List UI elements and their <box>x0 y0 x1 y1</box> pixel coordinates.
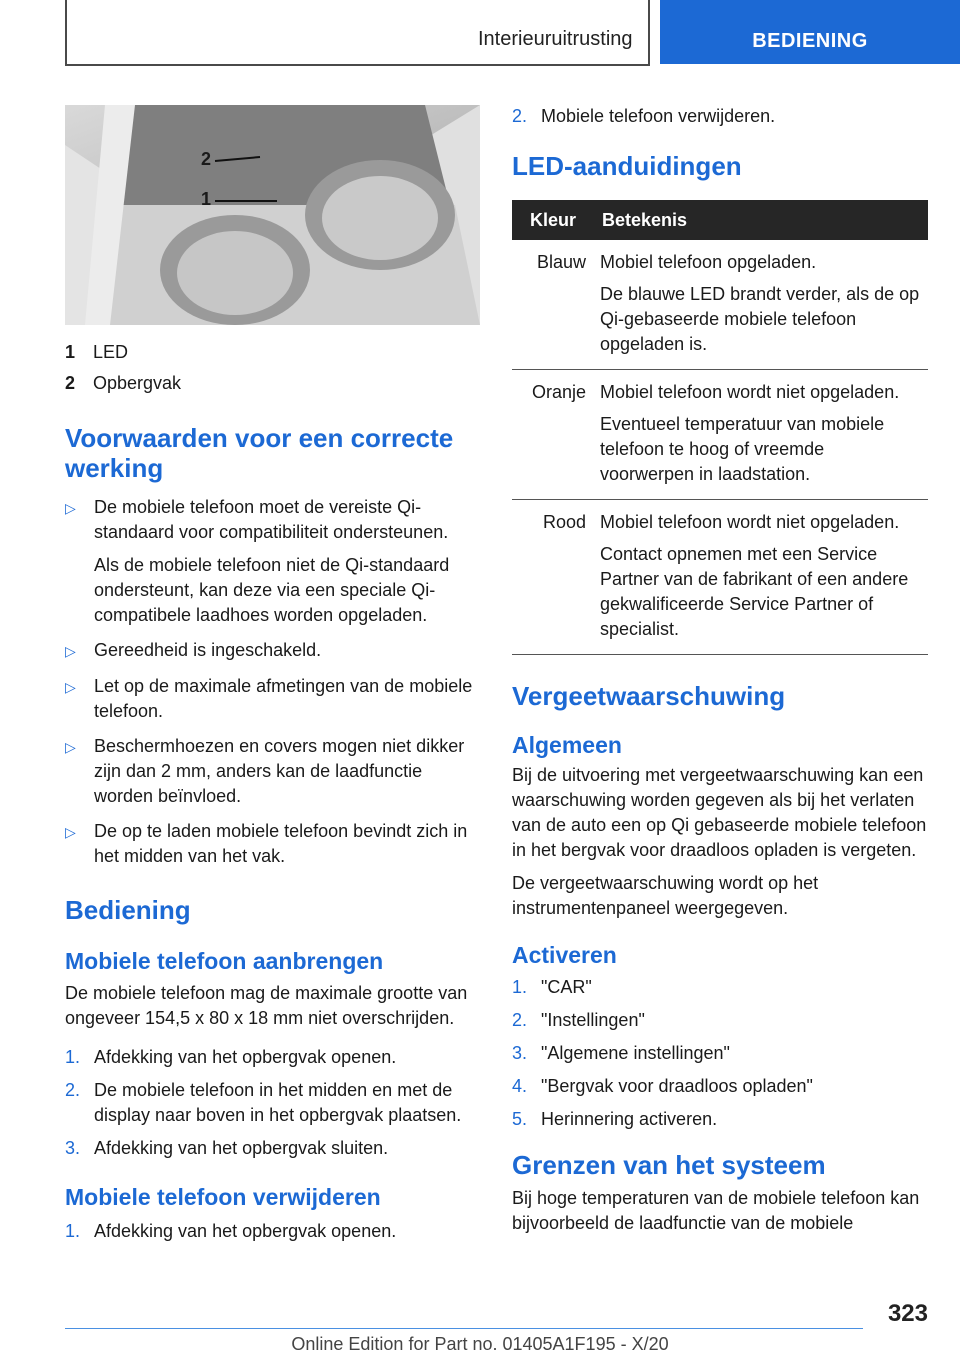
bullet-text: De mobiele telefoon moet de vereiste Qi-standaard voor compatibiliteit ondersteunen. <box>94 497 449 542</box>
heading-conditions: Voorwaarden voor een correcte werking <box>65 423 454 483</box>
list-item <box>65 819 480 869</box>
led-meaning: Mobiel telefoon wordt niet opgeladen. <box>600 382 900 402</box>
step-text: Afdekking van het opbergvak sluiten. <box>94 1138 389 1158</box>
step-text: Mobiele telefoon verwijderen. <box>541 106 776 126</box>
bullet-text: Let op de maximale afmetingen van de mobiele telefoon. <box>94 676 473 721</box>
bullet-subtext: Als de mobiele telefoon niet de Qi-standaard ondersteunt, kan deze via een speciale Qi-compatibele laadhoes worden opgeladen. <box>94 555 450 625</box>
bullet-text: De op te laden mobiele telefoon bevindt zich in het midden van het vak. <box>94 821 468 866</box>
list-item <box>512 1074 928 1099</box>
led-detail: Contact opnemen met een Service Partner van de fabrikant of een andere gekwalificeerde Service Partner of specialist. <box>600 544 909 639</box>
general-text-2: De vergeetwaarschuwing wordt op het instrumentenpaneel weergegeven. <box>512 873 819 918</box>
step-text: "CAR" <box>541 977 592 997</box>
callout-2: 2 <box>201 149 212 169</box>
legend-item <box>65 368 480 399</box>
step-text: De mobiele telefoon in het midden en met de display naar boven in het opbergvak plaatsen. <box>94 1080 462 1125</box>
heading-operation: Bediening <box>65 895 191 925</box>
step-text: "Bergvak voor draadloos opladen" <box>541 1076 813 1096</box>
insert-steps <box>65 1045 480 1161</box>
step-text: "Instellingen" <box>541 1010 645 1030</box>
column-header-color: Kleur <box>512 200 594 240</box>
table-row <box>512 240 928 370</box>
list-item <box>65 674 480 724</box>
list-item <box>65 638 480 664</box>
step-number: 1. <box>512 977 528 997</box>
led-meaning: Mobiel telefoon opgeladen. <box>600 252 817 272</box>
section-title: Interieuruitrusting <box>478 28 633 50</box>
step-number: 3. <box>512 1043 528 1063</box>
list-item <box>512 1008 928 1033</box>
list-item <box>65 734 480 809</box>
heading-insert-phone: Mobiele telefoon aanbrengen <box>65 948 384 974</box>
step-text: Herinnering activeren. <box>541 1109 718 1129</box>
bullet-text: Gereedheid is ingeschakeld. <box>94 640 322 660</box>
heading-activate: Activeren <box>512 942 617 968</box>
list-item <box>512 975 928 1000</box>
figure-legend <box>65 337 480 399</box>
step-number: 2. <box>65 1080 81 1100</box>
general-text: Bij de uitvoering met vergeetwaarschuwing kan een waarschuwing worden gegeven als bij het verlaten van de auto een op Qi gebaseerde mobiele telefoon in het bergvak voor draadloos opladen is vergeten. <box>512 765 927 860</box>
cupholder-illustration <box>65 105 480 325</box>
step-number: 5. <box>512 1109 528 1129</box>
legend-number: 1 <box>65 342 76 362</box>
step-number: 1. <box>65 1047 81 1067</box>
step-number: 4. <box>512 1076 528 1096</box>
insert-text: De mobiele telefoon mag de maximale grootte van ongeveer 154,5 x 80 x 18 mm niet overschrijden. <box>65 983 468 1028</box>
led-detail: Eventueel temperatuur van mobiele telefoon te hoog of vreemde voorwerpen in laadstation. <box>600 414 885 484</box>
right-column <box>512 100 928 1236</box>
step-text: "Algemene instellingen" <box>541 1043 730 1063</box>
chapter-tab-label: BEDIENING <box>752 30 868 52</box>
heading-reminder: Vergeetwaarschuwing <box>512 681 786 711</box>
chapter-tab <box>660 0 960 64</box>
page-number: 323 <box>887 1300 928 1327</box>
limits-text: Bij hoge temperaturen van de mobiele telefoon kan bijvoorbeeld de laadfunctie van de mobiele <box>512 1188 920 1233</box>
edition-note: Online Edition for Part no. 01405A1F195 - X/20 <box>291 1334 669 1354</box>
led-detail: De blauwe LED brandt verder, als de op Qi-gebaseerde mobiele telefoon opgeladen is. <box>600 284 920 354</box>
heading-system-limits: Grenzen van het systeem <box>512 1150 826 1180</box>
list-item <box>65 495 480 628</box>
led-color: Blauw <box>512 240 594 370</box>
legend-number: 2 <box>65 373 76 393</box>
led-meaning: Mobiel telefoon wordt niet opgeladen. <box>600 512 900 532</box>
legend-label: Opbergvak <box>93 373 182 393</box>
list-item <box>65 1136 480 1161</box>
left-column <box>65 105 480 1252</box>
legend-item <box>65 337 480 368</box>
column-header-meaning: Betekenis <box>594 200 928 240</box>
heading-remove-phone: Mobiele telefoon verwijderen <box>65 1184 381 1210</box>
header-right-rule <box>648 0 650 66</box>
led-table <box>512 200 928 655</box>
list-item <box>65 1219 480 1244</box>
step-number: 2. <box>512 1010 528 1030</box>
header-rule <box>65 64 650 66</box>
storage-compartment-figure <box>65 105 480 325</box>
list-item <box>65 1045 480 1070</box>
table-header-row <box>512 200 928 240</box>
triangle-bullet-icon: ▷ <box>65 643 76 659</box>
step-number: 3. <box>65 1138 81 1158</box>
footer-rule <box>65 1328 863 1329</box>
remove-steps-continued <box>512 104 928 129</box>
triangle-bullet-icon: ▷ <box>65 500 76 516</box>
step-number: 1. <box>65 1221 81 1241</box>
step-text: Afdekking van het opbergvak openen. <box>94 1221 397 1241</box>
led-color: Oranje <box>512 370 594 500</box>
list-item <box>512 1107 928 1132</box>
callout-1: 1 <box>201 189 212 209</box>
list-item <box>512 1041 928 1066</box>
triangle-bullet-icon: ▷ <box>65 679 76 695</box>
table-row <box>512 370 928 500</box>
heading-led-indications: LED-aanduidingen <box>512 151 742 181</box>
list-item <box>65 1078 480 1128</box>
remove-steps <box>65 1219 480 1244</box>
step-text: Afdekking van het opbergvak openen. <box>94 1047 397 1067</box>
list-item <box>512 104 928 129</box>
led-color: Rood <box>512 500 594 655</box>
activate-steps <box>512 975 928 1132</box>
bullet-text: Beschermhoezen en covers mogen niet dikker zijn dan 2 mm, anders kan de laadfunctie worden beïnvloed. <box>94 736 465 806</box>
conditions-list <box>65 495 480 869</box>
step-number: 2. <box>512 106 528 126</box>
heading-general: Algemeen <box>512 732 622 758</box>
triangle-bullet-icon: ▷ <box>65 824 76 840</box>
legend-label: LED <box>93 342 129 362</box>
header-left-rule <box>65 0 67 66</box>
table-row <box>512 500 928 655</box>
triangle-bullet-icon: ▷ <box>65 739 76 755</box>
